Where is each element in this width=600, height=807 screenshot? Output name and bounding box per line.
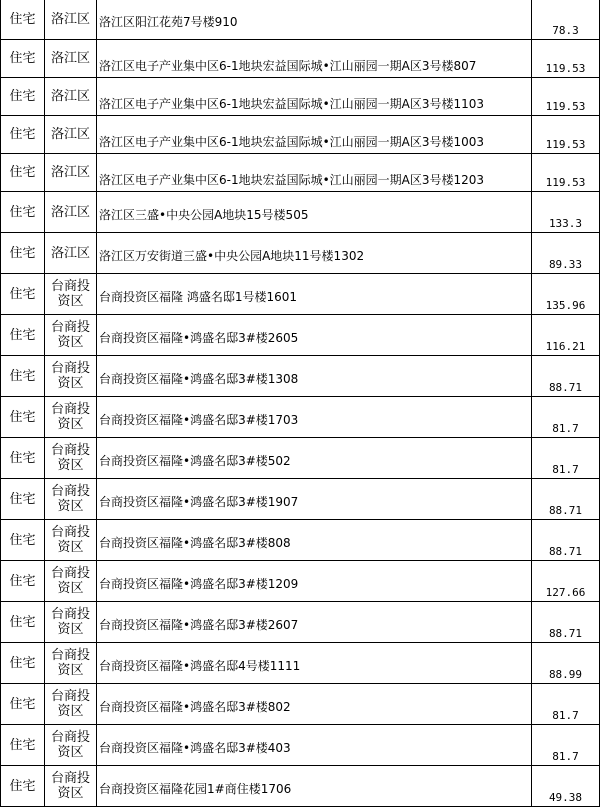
table-row [1,520,600,561]
table-row [1,438,600,479]
table-row [1,397,600,438]
area-cell: 81.7 [532,725,600,766]
district-cell: 台商投资区 [45,356,97,397]
table-row [1,643,600,684]
type-cell: 住宅 [1,315,45,356]
type-cell: 住宅 [1,479,45,520]
address-cell: 台商投资区福隆•鸿盛名邸3#楼1209 [97,561,532,602]
district-cell: 台商投资区 [45,438,97,479]
area-cell: 88.71 [532,356,600,397]
area-cell: 119.53 [532,40,600,78]
type-cell: 住宅 [1,520,45,561]
address-cell: 洛江区电子产业集中区6-1地块宏益国际城•江山丽园一期A区3号楼1003 [97,116,532,154]
table-row [1,0,600,40]
area-cell: 88.71 [532,520,600,561]
area-cell: 119.53 [532,78,600,116]
district-cell: 台商投资区 [45,561,97,602]
area-cell: 49.38 [532,766,600,807]
district-cell: 台商投资区 [45,520,97,561]
type-cell: 住宅 [1,725,45,766]
address-cell: 台商投资区福隆•鸿盛名邸3#楼1308 [97,356,532,397]
table-row [1,154,600,192]
district-cell: 洛江区 [45,192,97,233]
address-cell: 洛江区电子产业集中区6-1地块宏益国际城•江山丽园一期A区3号楼1203 [97,154,532,192]
district-cell: 台商投资区 [45,397,97,438]
area-cell: 135.96 [532,274,600,315]
address-cell: 洛江区电子产业集中区6-1地块宏益国际城•江山丽园一期A区3号楼807 [97,40,532,78]
address-cell: 洛江区万安街道三盛•中央公园A地块11号楼1302 [97,233,532,274]
type-cell: 住宅 [1,116,45,154]
address-cell: 台商投资区福隆花园1#商住楼1706 [97,766,532,807]
district-cell: 台商投资区 [45,315,97,356]
type-cell: 住宅 [1,0,45,40]
district-cell: 洛江区 [45,40,97,78]
table-row [1,766,600,807]
district-cell: 洛江区 [45,154,97,192]
area-cell: 81.7 [532,397,600,438]
type-cell: 住宅 [1,78,45,116]
table-row [1,684,600,725]
type-cell: 住宅 [1,356,45,397]
table-row [1,192,600,233]
type-cell: 住宅 [1,274,45,315]
type-cell: 住宅 [1,192,45,233]
type-cell: 住宅 [1,397,45,438]
area-cell: 119.53 [532,116,600,154]
table-row [1,78,600,116]
table-row [1,561,600,602]
address-cell: 台商投资区福隆•鸿盛名邸3#楼403 [97,725,532,766]
address-cell: 台商投资区福隆•鸿盛名邸3#楼2607 [97,602,532,643]
area-cell: 116.21 [532,315,600,356]
district-cell: 洛江区 [45,78,97,116]
address-cell: 洛江区三盛•中央公园A地块15号楼505 [97,192,532,233]
district-cell: 台商投资区 [45,479,97,520]
district-cell: 洛江区 [45,233,97,274]
district-cell: 台商投资区 [45,274,97,315]
type-cell: 住宅 [1,40,45,78]
type-cell: 住宅 [1,684,45,725]
district-cell: 台商投资区 [45,684,97,725]
area-cell: 78.3 [532,0,600,40]
table-row [1,479,600,520]
district-cell: 台商投资区 [45,643,97,684]
table-row [1,356,600,397]
address-cell: 台商投资区福隆•鸿盛名邸3#楼808 [97,520,532,561]
area-cell: 88.99 [532,643,600,684]
type-cell: 住宅 [1,561,45,602]
address-cell: 台商投资区福隆 鸿盛名邸1号楼1601 [97,274,532,315]
area-cell: 88.71 [532,479,600,520]
district-cell: 洛江区 [45,116,97,154]
table-row [1,274,600,315]
area-cell: 81.7 [532,684,600,725]
district-cell: 台商投资区 [45,725,97,766]
table-row [1,725,600,766]
area-cell: 88.71 [532,602,600,643]
district-cell: 台商投资区 [45,766,97,807]
address-cell: 洛江区电子产业集中区6-1地块宏益国际城•江山丽园一期A区3号楼1103 [97,78,532,116]
address-cell: 台商投资区福隆•鸿盛名邸3#楼1907 [97,479,532,520]
area-cell: 133.3 [532,192,600,233]
area-cell: 127.66 [532,561,600,602]
type-cell: 住宅 [1,643,45,684]
type-cell: 住宅 [1,766,45,807]
type-cell: 住宅 [1,438,45,479]
address-cell: 台商投资区福隆•鸿盛名邸3#楼2605 [97,315,532,356]
address-cell: 台商投资区福隆•鸿盛名邸3#楼1703 [97,397,532,438]
area-cell: 81.7 [532,438,600,479]
table-row [1,116,600,154]
area-cell: 89.33 [532,233,600,274]
area-cell: 119.53 [532,154,600,192]
type-cell: 住宅 [1,233,45,274]
district-cell: 台商投资区 [45,602,97,643]
table-row [1,233,600,274]
address-cell: 台商投资区福隆•鸿盛名邸3#楼802 [97,684,532,725]
table-row [1,602,600,643]
address-cell: 台商投资区福隆•鸿盛名邸3#楼502 [97,438,532,479]
address-cell: 洛江区阳江花苑7号楼910 [97,0,532,40]
table-row [1,40,600,78]
district-cell: 洛江区 [45,0,97,40]
table-row [1,315,600,356]
address-cell: 台商投资区福隆•鸿盛名邸4号楼1111 [97,643,532,684]
type-cell: 住宅 [1,154,45,192]
type-cell: 住宅 [1,602,45,643]
